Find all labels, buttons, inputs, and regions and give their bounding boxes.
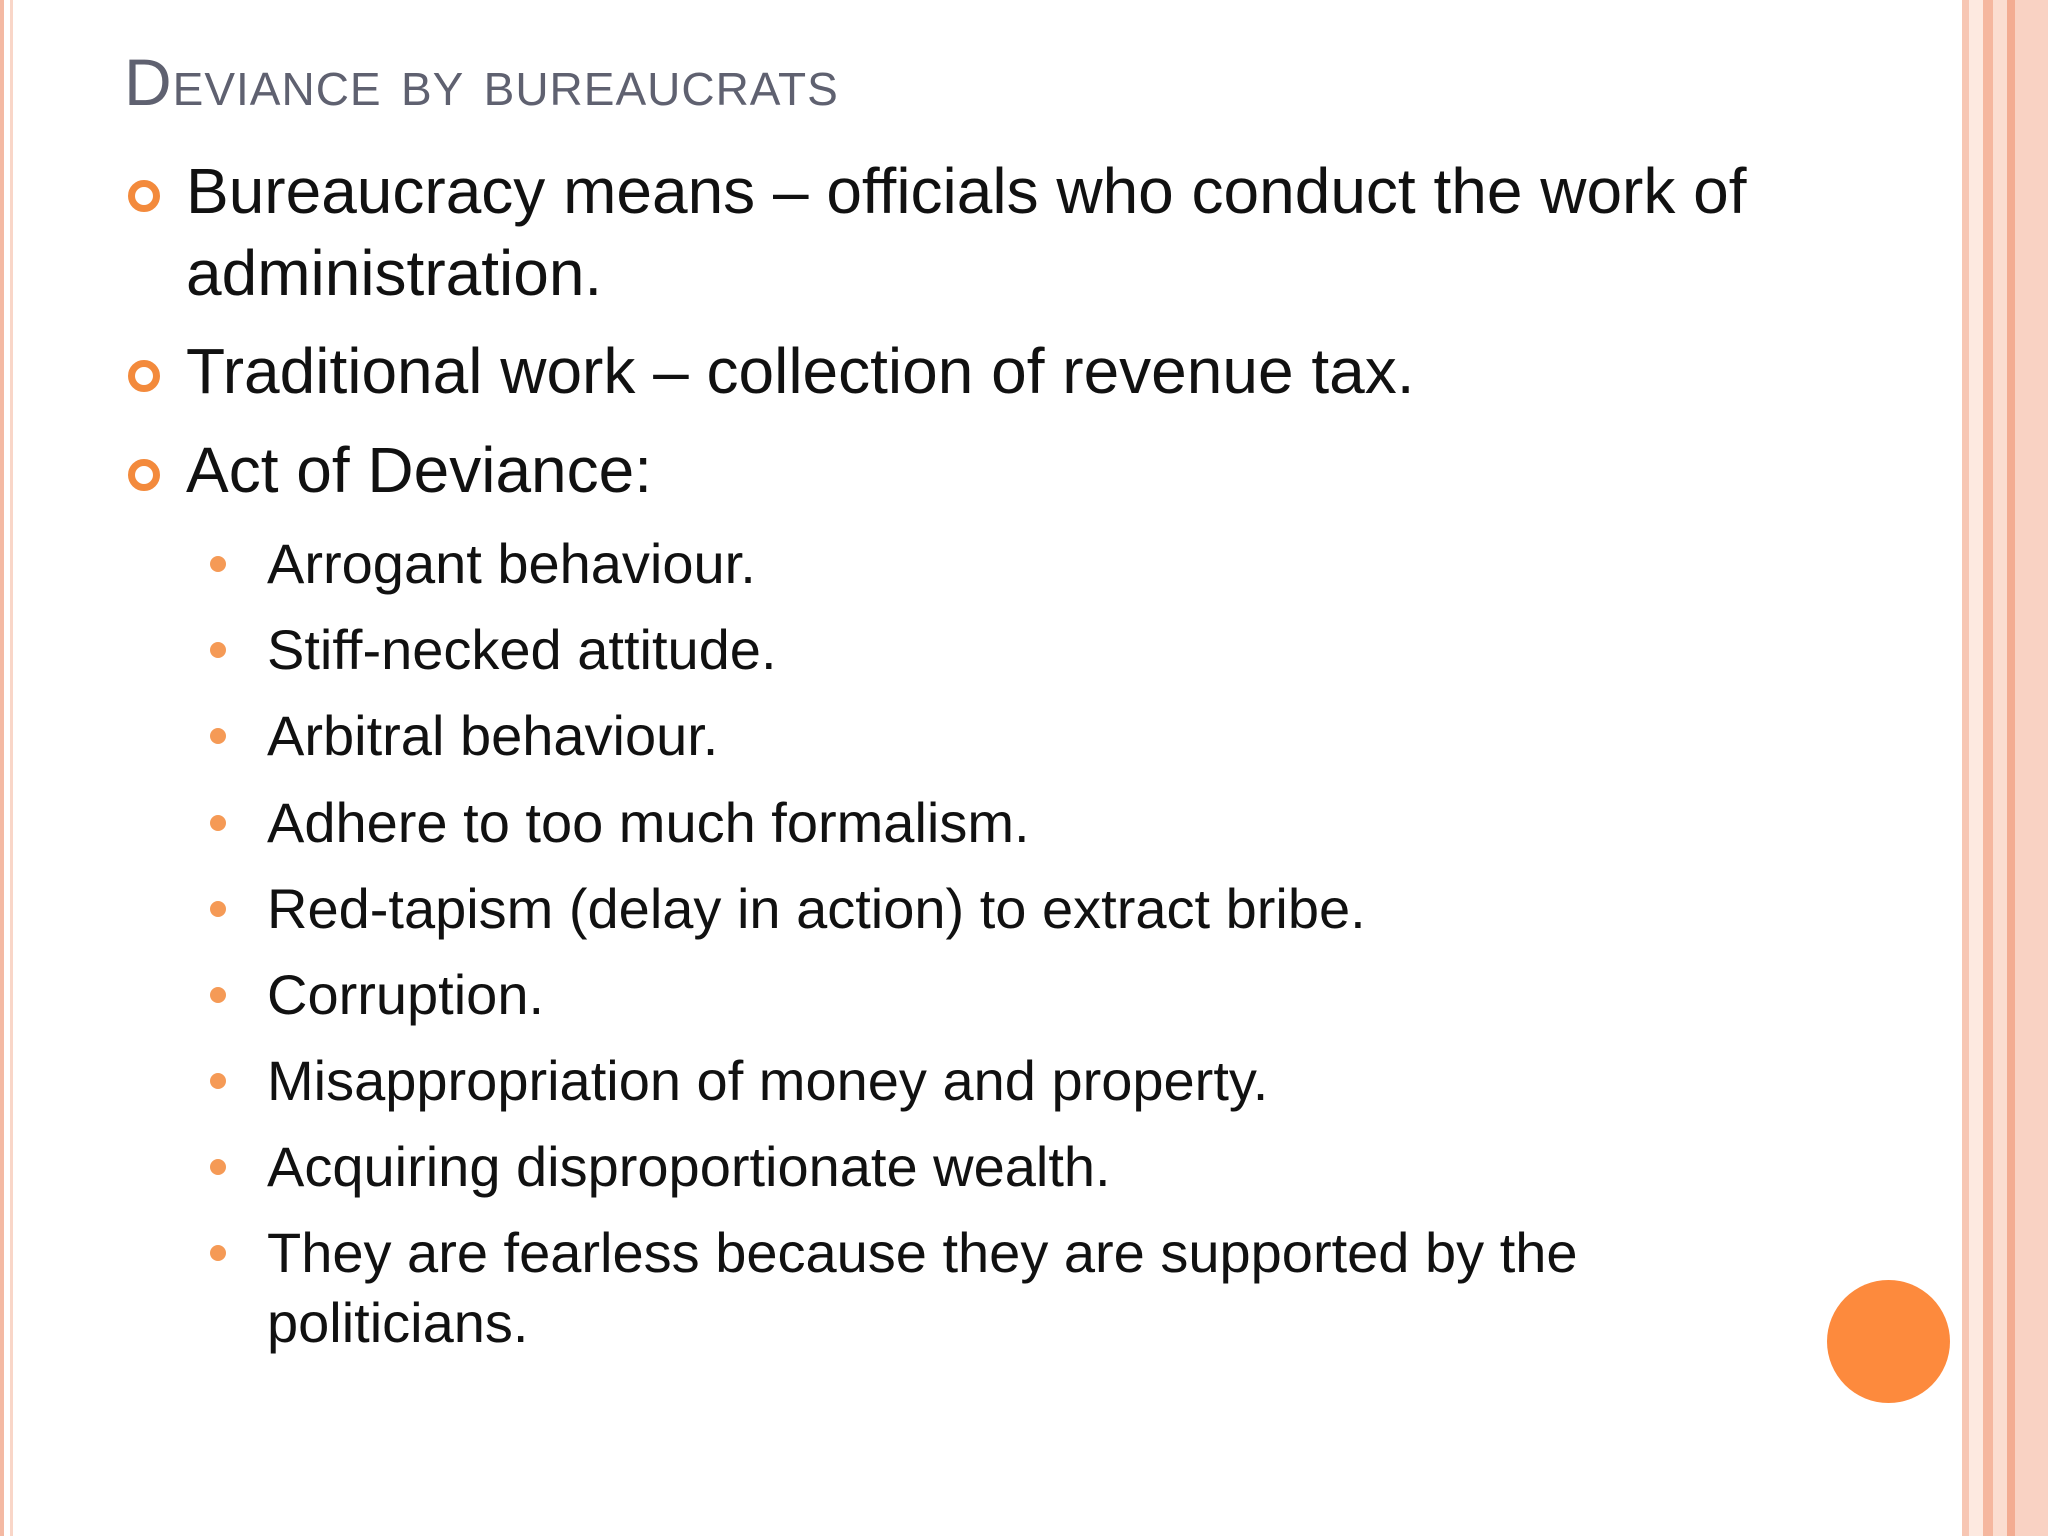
sub-bullet-item: Corruption. <box>267 963 545 1026</box>
dot-bullet-icon <box>210 728 226 744</box>
sub-bullet-item: Adhere to too much formalism. <box>267 791 1030 854</box>
right-border-stripe <box>1993 0 2007 1536</box>
right-border-stripe <box>2015 0 2048 1536</box>
right-border-stripe <box>1969 0 1983 1536</box>
sub-bullet-item: Misappropriation of money and property. <box>267 1049 1269 1112</box>
sub-bullet-item: Red-tapism (delay in action) to extract bribe. <box>267 877 1366 940</box>
slide-title: Deviance by bureaucrats <box>124 45 839 119</box>
dot-bullet-icon <box>210 1159 226 1175</box>
ring-bullet-icon <box>128 360 160 392</box>
bullet-item: Act of Deviance: <box>186 434 652 506</box>
right-border-stripe <box>1962 0 1969 1536</box>
dot-bullet-icon <box>210 1073 226 1089</box>
left-border-stripe <box>0 0 4 1536</box>
dot-bullet-icon <box>210 556 226 572</box>
sub-bullet-item: Arbitral behaviour. <box>267 704 719 767</box>
bullet-item: Traditional work – collection of revenue tax. <box>186 335 1415 407</box>
sub-bullet-item: Arrogant behaviour. <box>267 532 756 595</box>
right-border-stripe <box>1983 0 1993 1536</box>
orange-circle-decoration <box>1827 1280 1950 1403</box>
right-border-stripe <box>2007 0 2015 1536</box>
dot-bullet-icon <box>210 815 226 831</box>
dot-bullet-icon <box>210 901 226 917</box>
dot-bullet-icon <box>210 987 226 1003</box>
bullet-item: Bureaucracy means – officials who conduct the work of administration. <box>186 155 1747 309</box>
dot-bullet-icon <box>210 1245 226 1261</box>
sub-bullet-item: Stiff-necked attitude. <box>267 618 777 681</box>
left-border-stripe <box>10 0 13 1536</box>
ring-bullet-icon <box>128 459 160 491</box>
sub-bullet-item: They are fearless because they are supported by the politicians. <box>267 1221 1578 1354</box>
dot-bullet-icon <box>210 642 226 658</box>
ring-bullet-icon <box>128 180 160 212</box>
sub-bullet-item: Acquiring disproportionate wealth. <box>267 1135 1111 1198</box>
